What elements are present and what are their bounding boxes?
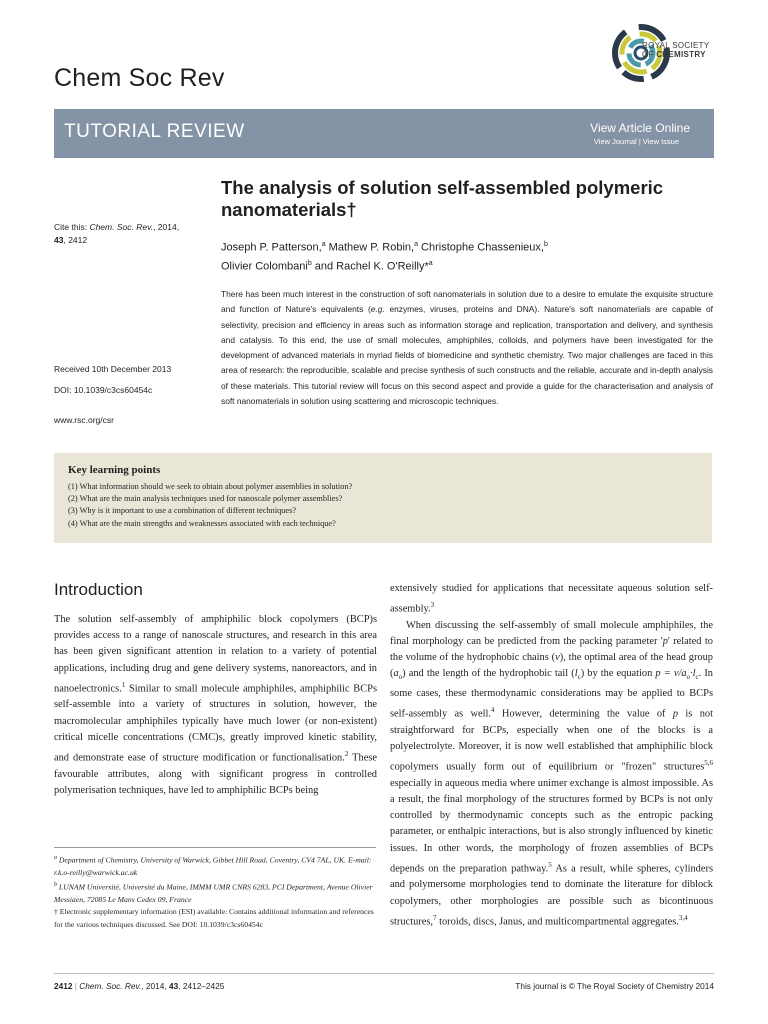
- list-item: (2) What are the main analysis techniques used for nanoscale polymer assemblies?: [68, 494, 343, 504]
- view-article-online-link[interactable]: View Article Online: [590, 121, 690, 135]
- article-type-banner: [54, 109, 714, 158]
- list-item: (4) What are the main strengths and weaknesses associated with each technique?: [68, 518, 336, 528]
- citation-info: Cite this: Chem. Soc. Rev., 2014, 43, 2412: [54, 222, 180, 245]
- body-column-left: The solution self-assembly of amphiphilic block copolymers (BCP)s provides access to a range of nanoscale structures, and research in this area has been given significant attention in relation to a variety of potential applications, including drug and gene delivery systems, nanoreactors, and in nanoelectronics.$^1$ Similar to small molecule amphiphiles, amphiphilic BCPs self-assemble into a variety of structures in solution, however, the macromolecular amphiphiles typically have much lower (or non-existent) critical micelle concentrations (CMC)s, greatly improved kinetic stability, and demonstrate ease of structure modification or functionalisation.$^2$ These favourable attributes, along with significant progress in controlled polymerisation techniques, have led to amphiphilic BCPs being: [54, 614, 377, 796]
- journal-url[interactable]: www.rsc.org/csr: [54, 415, 114, 425]
- doi[interactable]: DOI: 10.1039/c3cs60454c: [54, 385, 153, 395]
- publisher-name: [642, 41, 709, 59]
- footnote-divider: [54, 847, 376, 848]
- article-title: The analysis of solution self-assembled polymeric nanomaterials†: [221, 177, 664, 220]
- publisher-line2: OF CHEMISTRY: [642, 50, 706, 59]
- view-journal-link[interactable]: View Journal: [593, 137, 637, 146]
- key-learning-points-box: [54, 453, 712, 543]
- body-column-right: extensively studied for applications that necessitate aqueous solution self-assembly.$^3$ When discussing the self-assembly of small molecule amphiphiles, the final morphology can be predicted from the packing parameter 'p' related to the volume of the hydrophobic chains (v), the optimal area of the head group $(a_o)$ and the length of the hydrophobic tail $(l_c)$ by the equation $p = v/a_o\cdot l_c$. In some cases, these thermodynamic considerations may be applied to BCPs self-assembly as well.$^4$ However, determining the value of p is not straightforward for BCPs, especially when one of the blocks is a polyelectrolyte. Moreover, it is now well established that amphiphilic block copolymers usually form out of equilibrium or "frozen" structures$^{5,6}$ especially in aqueous media where unimer exchange is almost impossible. As a result, the final morphology of the structures formed by BCPs is not only controlled by thermodynamic concepts such as the entropic packing parameter, or enthalpic interactions, but is also strongly influenced by kinetic issues. In other words, the morphology of frozen assemblies of BCPs depends on the preparation pathway.$^5$ As a result, while spheres, cylinders and polymersome morphologies tend to dominate the literature for diblock copolymers, other morphologies are possible such as bicontinuous structures,$^7$ toroids, discs, Janus, and multicompartmental aggregates.$^{3,4}$: [390, 583, 713, 928]
- received-date: Received 10th December 2013: [54, 364, 172, 374]
- author-list: Joseph P. Patterson,$^a$ Mathew P. Robin,$^a$ Christophe Chassenieux,$^b$ Olivier Colombani$^b$ and Rachel K. O'Reilly*$^a$: [221, 241, 548, 273]
- section-heading: Introduction: [54, 580, 143, 599]
- article-type-label: TUTORIAL REVIEW: [64, 121, 245, 142]
- footer-divider: [54, 973, 714, 974]
- list-item: (3) Why is it important to use a combination of different techniques?: [68, 506, 297, 516]
- footnotes: $^a$ Department of Chemistry, University of Warwick, Gibbet Hill Road, Coventry, CV4 7AL, UK. E-mail: r.k.o-reilly@warwick.ac.uk $^b$ LUNAM Université, Université du Maine, IMMM UMR CNRS 6283, PCI Department, Avenue Olivier Messiaen, 72085 Le Mans Cedex 09, France † Electronic supplementary information (ESI) available: Contains additional information and references for the various techniques discussed. See DOI: 10.1039/c3cs60454c: [54, 855, 374, 929]
- view-issue-link[interactable]: View Issue: [642, 137, 679, 146]
- publisher-line1: ROYAL SOCIETY: [642, 41, 710, 50]
- view-links: View Journal | View Issue: [593, 137, 679, 146]
- footer-citation: 2412 | Chem. Soc. Rev., 2014, 43, 2412–2425: [54, 981, 225, 991]
- list-item: (1) What information should we seek to obtain about polymer assemblies in solution?: [68, 482, 353, 491]
- key-learning-points-title: Key learning points: [68, 464, 161, 476]
- key-learning-points-list: [68, 481, 352, 530]
- journal-title: Chem Soc Rev: [54, 64, 225, 92]
- footer-copyright: This journal is © The Royal Society of Chemistry 2014: [515, 981, 714, 991]
- abstract: There has been much interest in the construction of soft nanomaterials in solution due to a desire to emulate the exquisite structure and function of Nature's equivalents (e.g. enzymes, viruses, proteins and DNA). Nature's soft nanomaterials are capable of selectivity, precision and efficiency in areas such as information storage and replication, transportation and delivery, and synthesis and catalysis. To this end, the use of small molecules, amphiphiles, colloids, and polymers have been investigated for the development of advanced materials in myriad fields of biomedicine and synthetic chemistry. Two major challenges are faced in this area of research: the reproducible, scalable and precise synthesis of such constructs and the reliable, accurate and in-depth analysis of these materials. This tutorial review will focus on this second aspect and provide a guide for the characterisation and analysis of soft nanomaterials in solution using scattering and microscopic techniques.: [221, 289, 714, 407]
